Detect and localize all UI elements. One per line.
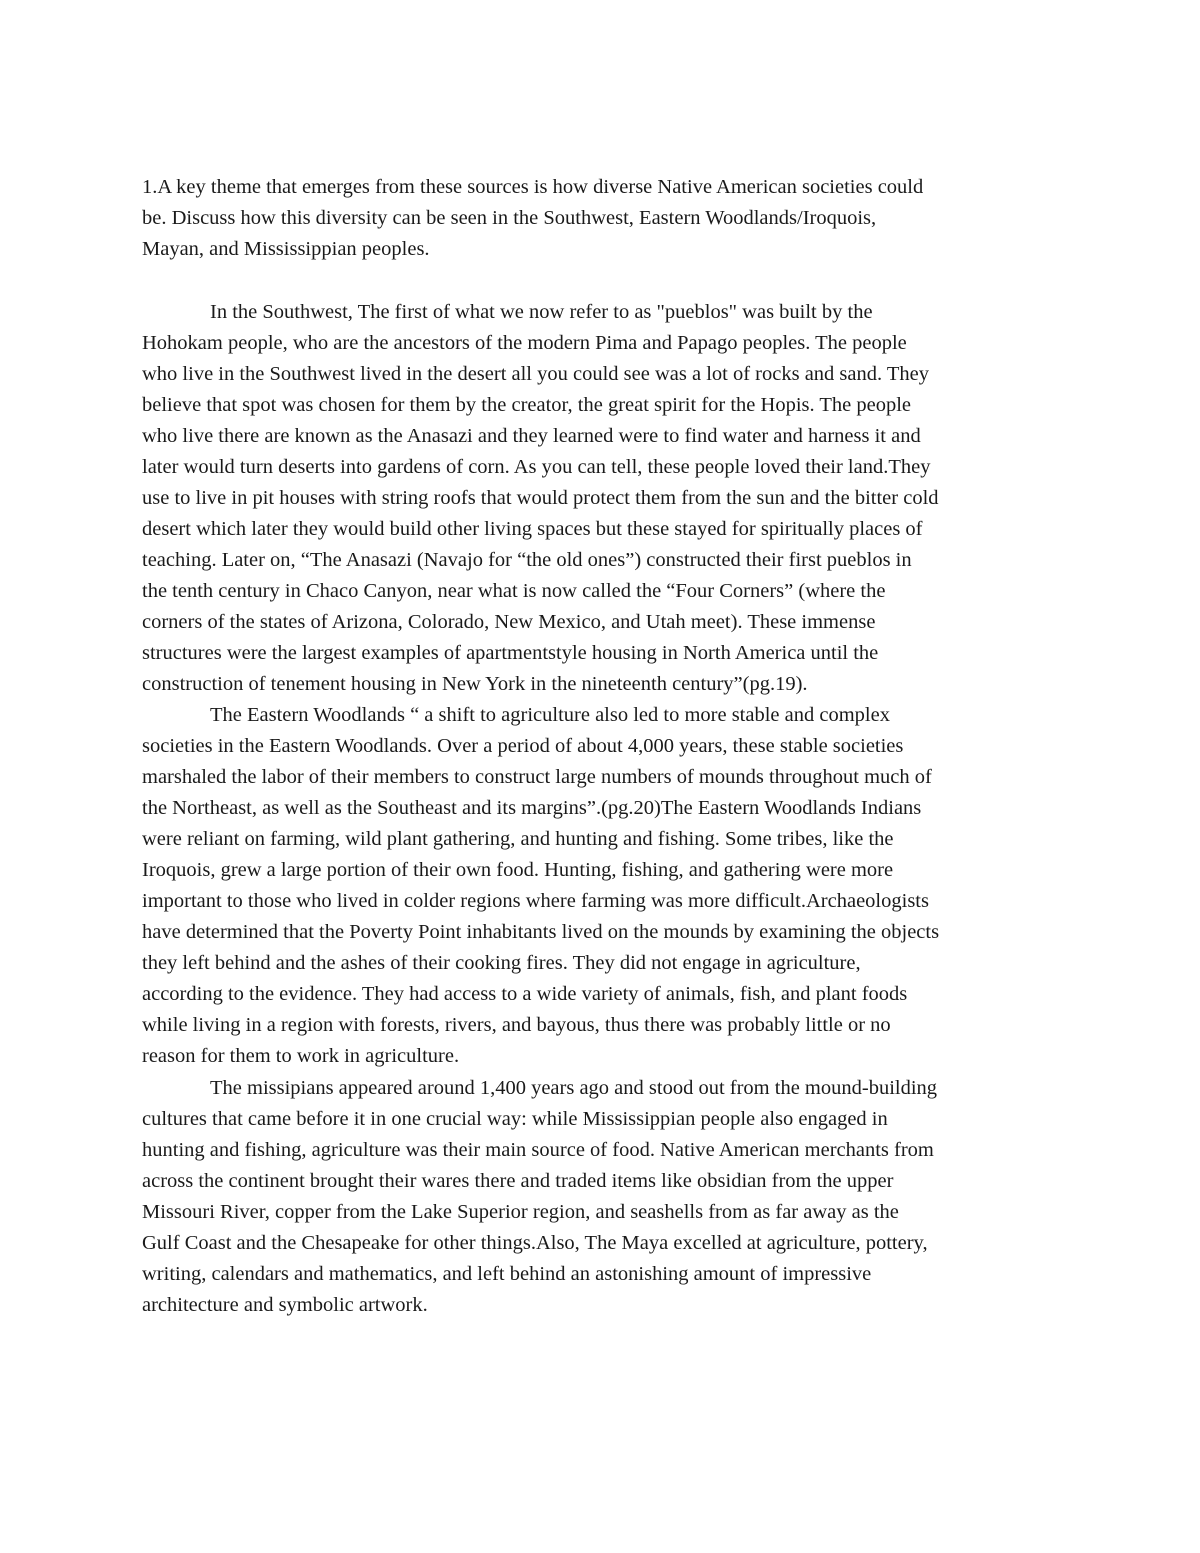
question-line: be. Discuss how this diversity can be seen in the Southwest, Eastern Woodlands/Iroquois, bbox=[142, 207, 877, 229]
paragraph-3-line: architecture and symbolic artwork. bbox=[142, 1294, 428, 1316]
paragraph-1-line: who live in the Southwest lived in the desert all you could see was a lot of rocks and sand. They bbox=[142, 363, 929, 385]
paragraph-2-line: while living in a region with forests, rivers, and bayous, thus there was probably little or no bbox=[142, 1014, 891, 1036]
paragraph-3-line: Gulf Coast and the Chesapeake for other things.Also, The Maya excelled at agriculture, pottery, bbox=[142, 1232, 928, 1254]
paragraph-2-line: they left behind and the ashes of their cooking fires. They did not engage in agriculture, bbox=[142, 952, 861, 974]
paragraph-2-line: according to the evidence. They had access to a wide variety of animals, fish, and plant foods bbox=[142, 983, 908, 1005]
paragraph-1-line: construction of tenement housing in New York in the nineteenth century”(pg.19). bbox=[142, 673, 808, 695]
paragraph-1-line: use to live in pit houses with string roofs that would protect them from the sun and the bitter cold bbox=[142, 487, 939, 509]
paragraph-1-line: who live there are known as the Anasazi and they learned were to find water and harness it and bbox=[142, 425, 921, 447]
paragraph-3-line: across the continent brought their wares there and traded items like obsidian from the upper bbox=[142, 1170, 894, 1192]
paragraph-1-line: teaching. Later on, “The Anasazi (Navajo for “the old ones”) constructed their first pueblos in bbox=[142, 549, 912, 571]
paragraph-3-line: Missouri River, copper from the Lake Superior region, and seashells from as far away as the bbox=[142, 1201, 899, 1223]
paragraph-3-line: writing, calendars and mathematics, and left behind an astonishing amount of impressive bbox=[142, 1263, 872, 1285]
paragraph-1-line: believe that spot was chosen for them by the creator, the great spirit for the Hopis. The people bbox=[142, 394, 912, 416]
paragraph-1-line: Hohokam people, who are the ancestors of the modern Pima and Papago peoples. The people bbox=[142, 332, 907, 354]
paragraph-2-line: the Northeast, as well as the Southeast and its margins”.(pg.20)The Eastern Woodlands Indians bbox=[142, 797, 922, 819]
paragraph-2-line: reason for them to work in agriculture. bbox=[142, 1045, 460, 1067]
paragraph-2-line: were reliant on farming, wild plant gathering, and hunting and fishing. Some tribes, like the bbox=[142, 828, 894, 850]
paragraph-1-line: later would turn deserts into gardens of corn. As you can tell, these people loved their land.They bbox=[142, 456, 931, 478]
question-line: Mayan, and Mississippian peoples. bbox=[142, 238, 430, 260]
paragraph-3-line: cultures that came before it in one crucial way: while Mississippian people also engaged in bbox=[142, 1108, 888, 1130]
paragraph-3-line: The missipians appeared around 1,400 years ago and stood out from the mound-building bbox=[210, 1077, 938, 1099]
paragraph-2-line: societies in the Eastern Woodlands. Over a period of about 4,000 years, these stable societies bbox=[142, 735, 904, 757]
paragraph-1-line: In the Southwest, The first of what we now refer to as "pueblos" was built by the bbox=[210, 301, 873, 323]
paragraph-2-line: have determined that the Poverty Point inhabitants lived on the mounds by examining the objects bbox=[142, 921, 940, 943]
paragraph-2-line: important to those who lived in colder regions where farming was more difficult.Archaeologists bbox=[142, 890, 929, 912]
paragraph-2-line: Iroquois, grew a large portion of their own food. Hunting, fishing, and gathering were more bbox=[142, 859, 894, 881]
paragraph-1-line: the tenth century in Chaco Canyon, near what is now called the “Four Corners” (where the bbox=[142, 580, 886, 602]
paragraph-1-line: corners of the states of Arizona, Colorado, New Mexico, and Utah meet). These immense bbox=[142, 611, 876, 633]
paragraph-2-line: The Eastern Woodlands “ a shift to agriculture also led to more stable and complex bbox=[210, 704, 890, 726]
paragraph-1-line: structures were the largest examples of apartmentstyle housing in North America until the bbox=[142, 642, 879, 664]
paragraph-1-line: desert which later they would build other living spaces but these stayed for spiritually places of bbox=[142, 518, 923, 540]
question-line: 1.A key theme that emerges from these sources is how diverse Native American societies could bbox=[142, 176, 924, 198]
paragraph-2-line: marshaled the labor of their members to construct large numbers of mounds throughout much of bbox=[142, 766, 932, 788]
paragraph-3-line: hunting and fishing, agriculture was their main source of food. Native American merchants from bbox=[142, 1139, 934, 1161]
